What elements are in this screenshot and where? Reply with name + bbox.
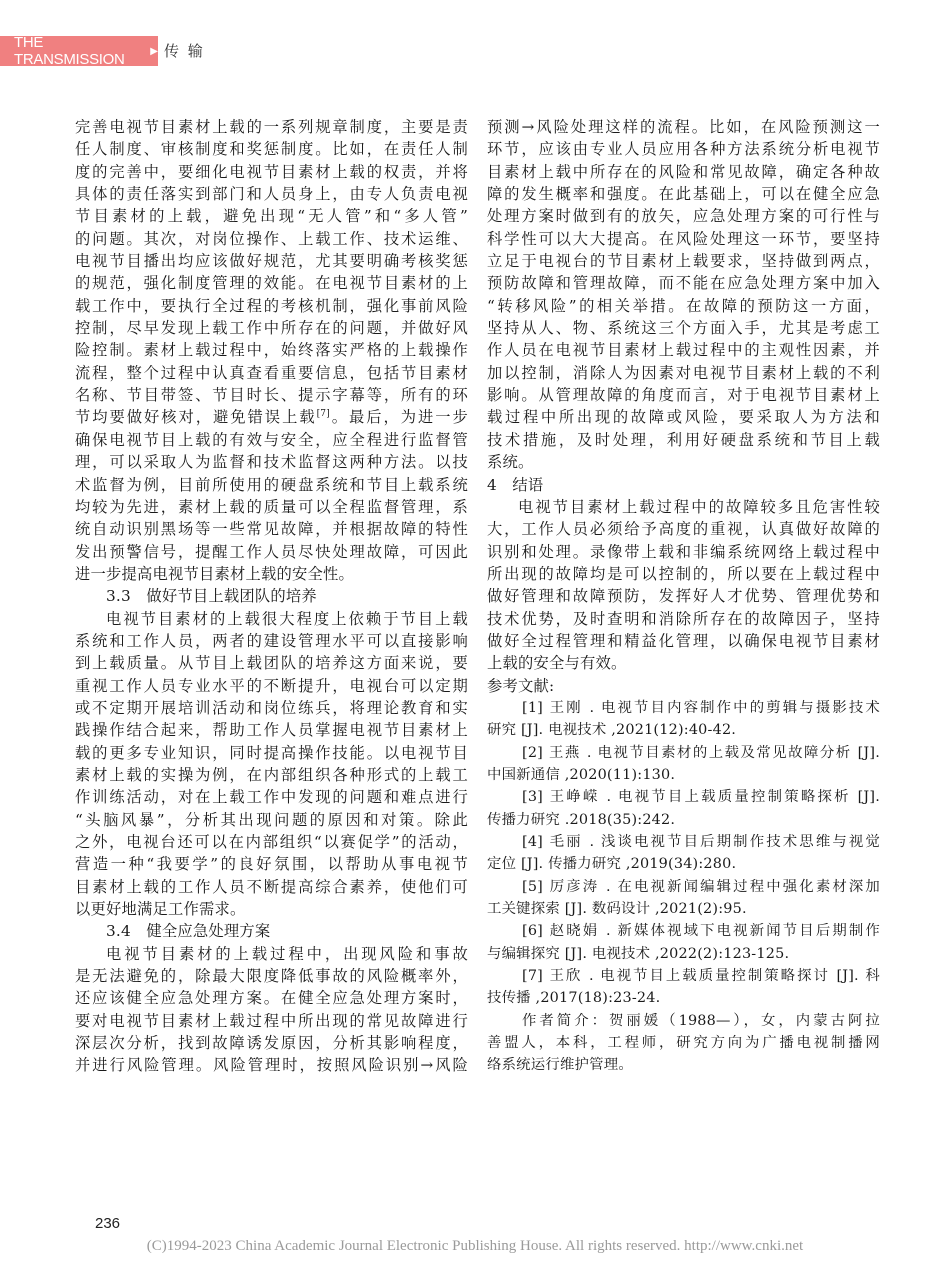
right-column-line (487, 987, 880, 1009)
line-text: 的问题。其次，对岗位操作、上载工作、技术运维、 (75, 229, 468, 248)
citation-superscript: [7] (316, 409, 330, 420)
journal-section-band (0, 36, 158, 66)
right-column-line (487, 1010, 880, 1032)
line-text: 还应该健全应急处理方案。在健全应急处理方案时， (75, 989, 468, 1008)
left-column-line (75, 898, 468, 920)
line-text: 与编辑探究 [J]. 电视技术 ,2022(2):123-125. (487, 945, 790, 962)
line-text: 具体的责任落实到部门和人员身上，由专人负责电视 (75, 185, 468, 204)
line-text: 参考文献: (487, 676, 555, 695)
line-text: 。最后，为进一步 (329, 408, 468, 427)
right-column-line (487, 608, 880, 630)
line-text: [4] 毛丽 . 浅谈电视节目后期制作技术思维与视觉 (522, 834, 880, 850)
line-text: 统自动识别黑场等一些常见故障，并根据故障的特性 (75, 520, 468, 539)
left-column-line (75, 608, 468, 630)
copyright-footer: (C)1994-2023 China Academic Journal Electronic Publishing House. All rights reserved. http://www.cnki.net (146, 1238, 804, 1254)
right-column-line (487, 1032, 880, 1054)
line-text: 加以控制，消除人为因素对电视节目素材上载的不利 (487, 363, 880, 382)
left-text-column (75, 116, 468, 1077)
left-column-line (75, 876, 468, 898)
right-column-line (487, 898, 880, 920)
right-column-line (487, 809, 880, 831)
line-text: 做好管理和故障预防，发挥好人才优势、管理优势和 (487, 587, 880, 606)
line-text: 所出现的故障均是可以控制的，所以要在上载过程中 (487, 564, 880, 583)
right-column-line (487, 451, 880, 473)
right-column-line (487, 161, 880, 183)
left-column-line (75, 965, 468, 987)
line-text: 处理方案时做到有的放矢，应急处理方案的可行性与 (487, 207, 880, 226)
right-column-line (487, 518, 880, 540)
left-column-line (75, 474, 468, 496)
line-text: 践操作结合起来，帮助工作人员掌握电视节目素材上 (75, 721, 468, 740)
left-column-line (75, 1010, 468, 1032)
line-text: [5] 厉彦涛 . 在电视新闻编辑过程中强化素材深加 (522, 878, 880, 895)
right-column-line (487, 920, 880, 942)
right-column-line (487, 563, 880, 585)
line-text: 是无法避免的，除最大限度降低事故的风险概率外， (75, 967, 468, 986)
line-text: 电视节目素材的上载过程中，出现风险和事故 (106, 944, 468, 963)
line-text: 术监督为例，目前所使用的硬盘系统和节目上载系统 (75, 475, 468, 494)
line-text: 系统。 (487, 453, 534, 472)
line-text: 深层次分析，找到故障诱发原因，分析其影响程度， (75, 1034, 468, 1053)
right-column-line (487, 853, 880, 875)
line-text: 素材上载的实操为例，在内部组织各种形式的上载工 (75, 765, 468, 784)
line-text: 环节，应该由专业人员应用各种方法系统分析电视节 (487, 140, 880, 159)
right-column-line (487, 250, 880, 272)
line-text: 上载的安全与有效。 (487, 654, 627, 673)
left-column-line (75, 764, 468, 786)
left-column-line (75, 138, 468, 160)
left-column-line (75, 272, 468, 294)
left-column-line (75, 987, 468, 1009)
line-text: 4 结语 (487, 475, 544, 494)
left-column-line (75, 1032, 468, 1054)
line-text: 营造一种“我要学”的良好氛围，以帮助从事电视节 (75, 855, 468, 874)
line-text: 作者简介：贺丽媛（1988—），女，内蒙古阿拉 (522, 1012, 880, 1029)
line-text: 载的更多专业知识，同时提高操作技能。以电视节目 (75, 743, 468, 762)
line-text: 影响。从管理故障的角度而言，对于电视节目素材上 (487, 386, 880, 405)
left-column-line (75, 652, 468, 674)
line-text: 目素材上载中所存在的风险和常见故障，确定各种故 (487, 162, 880, 181)
line-text: [1] 王刚 . 电视节目内容制作中的剪辑与摄影技术 (522, 699, 880, 716)
line-text: 识别和处理。录像带上载和非编系统网络上载过程中 (487, 542, 880, 561)
line-text: 理，可以采取人为监督和技术监督这两种方法。以技 (75, 453, 468, 472)
section-title-english: THE TRANSMISSION (14, 34, 125, 68)
line-text: 目素材上载的工作人员不断提高综合素养，使他们可 (75, 877, 468, 896)
left-column-line (75, 585, 468, 607)
line-text: 工关键探索 [J]. 数码设计 ,2021(2):95. (487, 901, 747, 918)
line-text: 险控制。素材上载过程中，始终落实严格的上载操作 (75, 341, 468, 360)
line-text: 障的发生概率和强度。在此基础上，可以在健全应急 (487, 185, 880, 204)
line-text: 研究 [J]. 电视技术 ,2021(12):40-42. (487, 722, 737, 739)
right-column-line (487, 831, 880, 853)
line-text: 控制，尽早发现上载工作中所存在的问题，并做好风 (75, 319, 468, 338)
left-column-line (75, 920, 468, 942)
line-text: 科学性可以大大提高。在风险处理这一环节，要坚持 (487, 229, 880, 248)
left-column-line (75, 429, 468, 451)
page-number: 236 (95, 1215, 121, 1232)
line-text: 坚持从人、物、系统这三个方面入手，尤其是考虑工 (487, 319, 880, 338)
right-column-line (487, 965, 880, 987)
line-text: 技传播 ,2017(18):23-24. (487, 990, 661, 1007)
right-column-line (487, 474, 880, 496)
line-text: [7] 王欣 . 电视节目上载质量控制策略探讨 [J]. 科 (522, 968, 880, 985)
line-text: 重视工作人员专业水平的不断提升，电视台可以定期 (75, 676, 468, 695)
right-column-line (487, 541, 880, 563)
left-column-line (75, 853, 468, 875)
line-text: 载过程中所出现的故障或风险，要采取人为方法和 (487, 408, 880, 427)
left-column-line (75, 697, 468, 719)
line-text: 的规范，强化制度管理的效能。在电视节目素材的上 (75, 274, 468, 293)
line-text: 流程，整个过程中认真查看重要信息，包括节目素材 (75, 363, 468, 382)
line-text: 以更好地满足工作需求。 (75, 900, 246, 919)
right-column-line (487, 116, 880, 138)
line-text: [3] 王峥嵘 . 电视节目上载质量控制策略探析 [J]. (522, 789, 880, 806)
line-text: 技术优势，及时查明和消除所存在的故障因子，坚持 (487, 609, 880, 628)
line-text: 定位 [J]. 传播力研究 ,2019(34):280. (487, 856, 737, 873)
right-column-line (487, 1054, 880, 1076)
line-text: 进一步提高电视节目素材上载的安全性。 (75, 564, 354, 583)
left-column-line (75, 630, 468, 652)
right-column-line (487, 295, 880, 317)
line-text: 技术措施，及时处理，利用好硬盘系统和节目上载 (487, 430, 880, 449)
line-text: “头脑风暴”，分析其出现问题的原因和对策。除此 (75, 810, 468, 829)
left-column-line (75, 228, 468, 250)
right-column-line (487, 429, 880, 451)
right-column-line (487, 876, 880, 898)
line-text: 立足于电视台的节目素材上载要求，坚持做到两点， (487, 252, 880, 271)
right-column-line (487, 384, 880, 406)
right-column-line (487, 228, 880, 250)
right-column-line (487, 585, 880, 607)
left-column-line (75, 809, 468, 831)
left-column-line (75, 116, 468, 138)
left-column-line (75, 831, 468, 853)
right-column-line (487, 362, 880, 384)
line-text: 电视节目播出均应该做好规范，尤其要明确考核奖惩 (75, 252, 468, 271)
left-column-line (75, 295, 468, 317)
line-text: 络系统运行维护管理。 (487, 1057, 633, 1074)
line-text: 节均要做好核对，避免错误上载 (75, 408, 317, 427)
line-text: 完善电视节目素材上载的一系列规章制度，主要是责 (75, 118, 468, 136)
line-text: 大，工作人员必须给予高度的重视，认真做好故障的 (487, 520, 880, 539)
line-text: 善盟人，本科，工程师，研究方向为广播电视制播网 (487, 1035, 880, 1052)
right-column-line (487, 339, 880, 361)
left-column-line (75, 250, 468, 272)
right-column-line (487, 764, 880, 786)
line-text: 电视节目素材上载过程中的故障较多且危害性较 (518, 497, 880, 516)
left-column-line (75, 183, 468, 205)
right-column-line (487, 406, 880, 428)
right-column-line (487, 205, 880, 227)
line-text: “转移风险”的相关举措。在故障的预防这一方面， (487, 296, 880, 315)
left-column-line (75, 518, 468, 540)
line-text: 均较为先进，素材上载的质量可以全程监督管理，系 (75, 497, 468, 516)
right-column-line (487, 630, 880, 652)
line-text: 预测→风险处理这样的流程。比如，在风险预测这一 (487, 118, 880, 136)
right-column-line (487, 652, 880, 674)
line-text: 名称、节目带签、节目时长、提示字幕等，所有的环 (75, 386, 468, 405)
left-column-line (75, 786, 468, 808)
left-column-line (75, 943, 468, 965)
right-column-line (487, 675, 880, 697)
line-text: 中国新通信 ,2020(11):130. (487, 766, 676, 783)
line-text: 任人制度、审核制度和奖惩制度。比如，在责任人制 (75, 140, 468, 159)
line-text: 电视节目素材的上载很大程度上依赖于节目上载 (106, 609, 468, 628)
left-column-line (75, 339, 468, 361)
line-text: 之外，电视台还可以在内部组织“以赛促学”的活动， (75, 833, 468, 851)
left-column-line (75, 406, 468, 428)
line-text: 系统和工作人员，两者的建设管理水平可以直接影响 (75, 631, 468, 650)
right-column-line (487, 317, 880, 339)
right-column-line (487, 719, 880, 741)
left-column-line (75, 563, 468, 585)
line-text: 节目素材的上载，避免出现“无人管”和“多人管” (75, 207, 468, 226)
line-text: 要对电视节目素材上载过程中所出现的常见故障进行 (75, 1011, 468, 1030)
line-text: 发出预警信号，提醒工作人员尽快处理故障，可因此 (75, 542, 468, 561)
left-column-line (75, 675, 468, 697)
line-text: 传播力研究 .2018(35):242. (487, 811, 676, 828)
line-text: 并进行风险管理。风险管理时，按照风险识别→风险 (75, 1056, 468, 1075)
left-column-line (75, 719, 468, 741)
left-column-line (75, 1054, 468, 1076)
left-column-line (75, 496, 468, 518)
line-text: 载工作中，要执行全过程的考核机制，强化事前风险 (75, 296, 468, 315)
left-column-line (75, 742, 468, 764)
right-column-line (487, 786, 880, 808)
line-text: [6] 赵晓娟 . 新媒体视域下电视新闻节目后期制作 (522, 923, 880, 940)
left-column-line (75, 362, 468, 384)
line-text: 3.4 健全应急处理方案 (106, 922, 271, 941)
line-text: 做好全过程管理和精益化管理，以确保电视节目素材 (487, 631, 880, 650)
right-column-line (487, 943, 880, 965)
section-title-chinese: 传 输 (164, 42, 205, 60)
right-column-line (487, 183, 880, 205)
left-column-line (75, 384, 468, 406)
right-column-line (487, 496, 880, 518)
line-text: 3.3 做好节目上载团队的培养 (106, 587, 317, 606)
line-text: 到上载质量。从节目上载团队的培养这方面来说，要 (75, 654, 468, 673)
line-text: [2] 王燕 . 电视节目素材的上载及常见故障分析 [J]. (522, 744, 880, 761)
left-column-line (75, 451, 468, 473)
line-text: 预防故障和管理故障，而不能在应急处理方案中加入 (487, 274, 880, 293)
right-column-line (487, 742, 880, 764)
left-column-line (75, 161, 468, 183)
right-column-line (487, 697, 880, 719)
right-column-line (487, 272, 880, 294)
right-text-column (487, 116, 880, 1077)
line-text: 或不定期开展培训活动和岗位练兵，将理论教育和实 (75, 698, 468, 717)
line-text: 确保电视节目上载的有效与安全，应全程进行监督管 (75, 430, 468, 449)
line-text: 作训练活动，对在上载工作中发现的问题和难点进行 (75, 788, 468, 807)
left-column-line (75, 317, 468, 339)
left-column-line (75, 205, 468, 227)
left-column-line (75, 541, 468, 563)
right-column-line (487, 138, 880, 160)
line-text: 度的完善中，要细化电视节目素材上载的权责，并将 (75, 162, 468, 181)
triangle-arrow-icon: ▶ (150, 45, 158, 57)
line-text: 作人员在电视节目素材上载过程中的主观性因素，并 (487, 341, 880, 360)
